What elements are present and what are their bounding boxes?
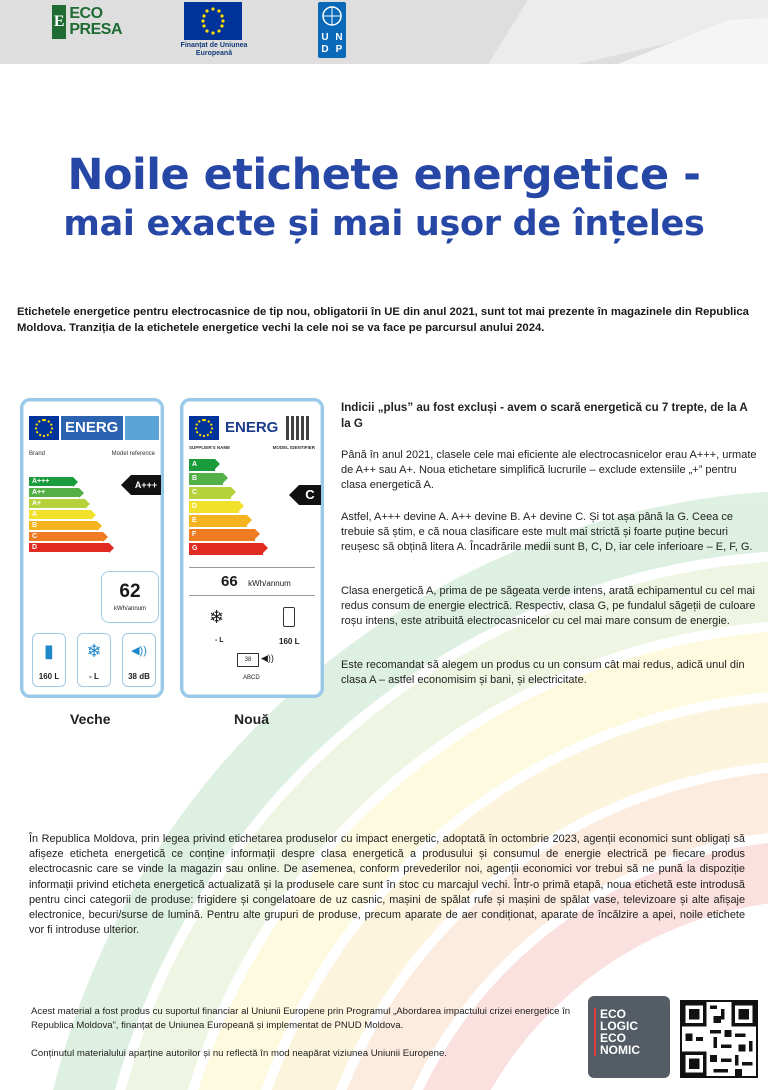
old-class-bars (29, 477, 109, 554)
eu-flag-icon (29, 416, 59, 440)
side-paragraph-4: Este recomandat să alegem un produs cu un consum cât mai redus, adică unul din clasa A – astfel economisim și bani, și electricitate. (341, 659, 745, 686)
ecopresa-logo-line1: ECO (69, 5, 103, 22)
old-kwh-box (101, 571, 159, 623)
energy-class-bar: E (189, 515, 247, 527)
snowflake-icon: ❄ (86, 641, 102, 661)
icon-value: 160 L (38, 672, 60, 681)
funding-note: Acest material a fost produs cu suportul financiar al Uniunii Europene prin Programul „Abordarea impactului crizei energetice în Republica Moldova”, finanțat de Uniunea Europeană și implementat de PNUD Moldova. (31, 1006, 571, 1031)
eco-logo-line: LOGIC (600, 1019, 638, 1033)
energy-class-bar: D (29, 543, 109, 552)
energy-class-bar: D (189, 501, 239, 513)
eu-flag-logo (184, 2, 242, 40)
old-noise-level (122, 633, 156, 687)
energy-class-bar: A++ (29, 488, 79, 497)
ecopresa-mark: E (52, 5, 66, 39)
eco-logo-line: ECO (600, 1031, 627, 1045)
sound-icon: ◀)) (131, 645, 147, 657)
undp-letter: N (335, 32, 343, 43)
energy-class-bar: C (29, 532, 103, 541)
old-freezer-volume (77, 633, 111, 687)
undp-letter: P (335, 44, 343, 55)
energy-class-bar: C (189, 487, 231, 499)
model-label: Model reference (111, 451, 155, 457)
new-energy-label (180, 398, 324, 698)
new-label-caption: Nouă (234, 711, 269, 727)
old-kwh-value: 62 (119, 581, 141, 602)
fridge-icon (283, 607, 295, 627)
old-label-caption: Veche (70, 711, 111, 727)
ecopresa-logo-line2: PRESA (69, 21, 122, 38)
qr-code-icon (286, 416, 310, 440)
old-fridge-volume (32, 633, 66, 687)
energy-class-bar: A+ (29, 499, 85, 508)
icon-value: 38 dB (128, 672, 150, 681)
energy-class-bar: F (189, 529, 255, 541)
old-energy-label (20, 398, 164, 698)
fridge-icon: ▮ (44, 641, 54, 661)
energ-title: ENERG (225, 419, 279, 436)
new-class-bars (189, 459, 263, 557)
eco-logo-line: NOMIC (600, 1043, 640, 1057)
un-emblem-icon (318, 2, 346, 30)
qr-code-icon (680, 1000, 758, 1078)
old-rating-arrow: A+++ (131, 475, 161, 495)
undp-logo (318, 2, 346, 58)
old-kwh-unit: kWh/annum (113, 606, 146, 612)
disclaimer-note: Conținutul materialului aparține autorilor și nu reflectă în mod neapărat viziunea Uniunii Europene. (31, 1048, 447, 1059)
supplier-label: SUPPLIER'S NAME (189, 445, 231, 450)
page-title-line1: Noile etichete energetice - (67, 150, 701, 200)
new-rating-arrow: C (299, 485, 321, 505)
energy-class-bar: A (189, 459, 215, 471)
side-paragraph-1: Până în anul 2021, clasele cele mai eficiente ale electrocasnicelor erau A+++, urmate de A++ sau A+. Noua etichetare simplifică lucrurile – exclude extensiile „+” pentru clasa energetică A. (341, 449, 757, 491)
new-noise-value: 38 (237, 653, 259, 667)
new-kwh-unit: kWh/annum (248, 579, 291, 588)
side-paragraph-2: Astfel, A+++ devine A. A++ devine B. A+ devine C. Și tot așa până la G. Ceea ce trebuie să știm, e că noua clasificare este mult mai strictă și foarte puține becuri reușesc să obțină litera A. Încadrările medii sunt B, C, D, iar cele inferioare – E, F, G. (341, 511, 753, 553)
eu-caption: Finanțat de Uniunea Europeană (180, 42, 248, 57)
side-heading: Indicii „plus” au fost excluși - avem o scară energetică cu 7 trepte, de la A la G (341, 401, 748, 430)
new-freezer-value: - L (215, 637, 224, 644)
new-fridge-value: 160 L (279, 637, 300, 646)
header-decoration (468, 0, 768, 64)
model-identifier-label: MODEL IDENTIFIER (272, 445, 315, 450)
noise-classes: ABCD (243, 675, 260, 681)
undp-letter: D (321, 44, 329, 55)
energy-class-bar: B (189, 473, 223, 485)
sound-icon: ◀)) (261, 653, 274, 663)
energy-class-bar: A (29, 510, 91, 519)
page-title-line2: mai exacte și mai ușor de înțeles (63, 204, 705, 244)
intro-paragraph: Etichetele energetice pentru electrocasnice de tip nou, obligatorii în UE din anul 2021, sunt tot mai prezente în magazinele din Republica Moldova. Tranziția de la etichetele energetice vechi la cele noi se va face pe parcursul anului 2024. (17, 306, 749, 334)
ecopresa-logo (52, 3, 122, 41)
energy-class-bar: B (29, 521, 97, 530)
energy-star-icon (125, 416, 159, 440)
law-paragraph: În Republica Moldova, prin legea privind etichetarea produselor cu impact energetic, adoptată în octombrie 2023, agenții economici sunt obligați să afișeze eticheta energetică ce conține informații despre clasa energetică a produsului și consumul de energie electrică pe fiecare produs electrocasnic care se vinde la magazin sau online. De asemenea, conform prevederilor noi, agenții economici vor trebui să ne pună la dispoziție informații privind eticheta energetică actualizată și la produsele care sunt în stoc cu marcajul vechi. Într-o primă etapă, noua etichetă este introdusă pentru cinci categorii de produse: frigidere și congelatoare de uz casnic, mașini de spălat rufe și mașini de spălat vase, televizoare și alte afișaje electronice, becuri/surse de lumină. Pentru alte grupuri de produse, precum aparate de aer condiționat, aparate de încălzire a apei, noile etichete vor fi introduse ulterior. (29, 833, 745, 937)
undp-letter: U (321, 32, 329, 43)
eu-stars-icon (184, 2, 242, 40)
brand-label: Brand (29, 451, 46, 457)
snowflake-icon: ❄ (209, 607, 225, 627)
energ-title: ENERG (61, 416, 123, 440)
energy-class-bar: G (189, 543, 263, 555)
energy-class-bar: A+++ (29, 477, 73, 486)
eco-logo-line: ECO (600, 1007, 627, 1021)
ecologic-economic-logo (588, 996, 670, 1078)
new-kwh-value: 66 (221, 573, 238, 590)
eu-flag-icon (189, 416, 219, 440)
icon-value: - L (89, 672, 99, 681)
side-paragraph-3: Clasa energetică A, prima de pe săgeata verde intens, arată echipamentul cu cel mai redus consum de energie electrică. Respectiv, clasa G, pe fundalul săgeții de culoare roșu intens, este atribuită electrocasnicelor cu cel mai mare consum de energie. (341, 585, 756, 627)
